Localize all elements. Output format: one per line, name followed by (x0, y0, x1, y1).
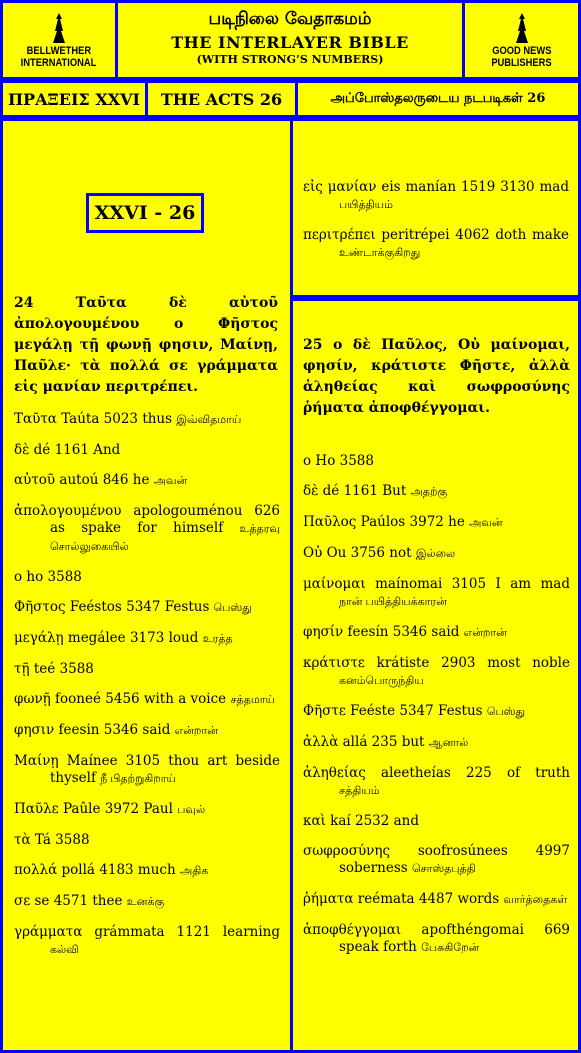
word-entry (303, 624, 570, 642)
word-entry (303, 227, 569, 262)
greek-book-title: ΠΡΑΞΕΙΣ XXVI (0, 80, 148, 118)
word-entry-main: δὲ dé 1161 But (303, 483, 407, 499)
title-block (115, 0, 465, 80)
word-entry-main: φωνῇ fooneé 5456 with a voice (14, 691, 227, 707)
good-news-logo-line1: GOOD NEWS (491, 45, 552, 57)
word-entry-main: εἰς μανίαν eis manían 1519 3130 mad (303, 179, 569, 195)
word-entry-main: τῇ teé 3588 (14, 661, 94, 677)
bellwether-logo-line1: BELLWETHER (26, 45, 92, 57)
word-entry-main: πολλά pollá 4183 much (14, 862, 176, 878)
word-entry-tamil: இவ்விதமாய் (176, 414, 242, 426)
verse-24: 24 Ταῦτα δὲ αὐτοῦ ἀπολογουμένου ο Φῆστος μεγάλῃ τῇ φωνῇ φησιν, Μαίνῃ, Παῦλε· τὰ πολλά σε γράμματα εἰς μανίαν περιτρέπει. (14, 295, 278, 395)
word-entry-main: καὶ kaí 2532 and (303, 813, 420, 829)
word-entry (303, 734, 570, 752)
word-entry-tamil: நீ பிதற்றுகிறாய் (100, 773, 176, 785)
word-entry-main: ο Ho 3588 (303, 453, 374, 469)
word-entry (14, 411, 280, 429)
word-entry-main: μεγάλῃ megálee 3173 loud (14, 630, 199, 646)
word-entry-main: ἀλλὰ allá 235 but (303, 734, 425, 750)
word-entry (303, 703, 570, 721)
bellwether-logo-line2: INTERNATIONAL (21, 57, 97, 69)
word-entry (14, 661, 280, 678)
word-entry (14, 691, 280, 709)
word-entry-tamil: ஆனால் (428, 737, 469, 749)
word-entry-tamil: என்றான் (463, 627, 507, 639)
chapter-label: XXVI - 26 (86, 193, 204, 233)
left-column (0, 118, 293, 1053)
word-entry-tamil: உனக்கு (126, 896, 165, 908)
word-entry-main: σωφροσύνης soofrosúnees 4997 soberness (303, 843, 570, 876)
title-english: THE INTERLAYER BIBLE (171, 33, 409, 52)
word-entry (303, 765, 570, 800)
word-entry (14, 862, 280, 880)
word-entry-tamil: கல்வி (50, 944, 79, 956)
word-entry-tamil: சொஸ்தபுத்தி (411, 863, 476, 875)
right-bottom-column (290, 298, 581, 1053)
word-entry (14, 801, 280, 819)
word-entry (303, 922, 570, 957)
word-entry (14, 630, 280, 648)
word-entry (303, 179, 569, 214)
word-entry (14, 599, 280, 617)
right-bottom-word-list (303, 453, 570, 970)
bellwether-logo (0, 0, 118, 80)
word-entry (303, 576, 570, 611)
word-entry (303, 483, 570, 501)
right-top-word-list (303, 179, 569, 275)
word-entry-tamil: அவன் (469, 517, 503, 529)
word-entry-main: δὲ dé 1161 And (14, 442, 121, 458)
word-entry-main: ἀποφθέγγομαι apofthéngomai 669 speak forth (303, 922, 570, 955)
word-entry (303, 813, 570, 830)
word-entry-main: γράμματα grámmata 1121 learning (14, 924, 280, 940)
word-entry-main: σε se 4571 thee (14, 893, 123, 909)
word-entry (14, 924, 280, 959)
word-entry-tamil: அதிக (179, 865, 209, 877)
word-entry (303, 514, 570, 532)
word-entry-main: Ταῦτα Taúta 5023 thus (14, 411, 173, 427)
word-entry (303, 843, 570, 878)
good-news-logo (462, 0, 581, 80)
word-entry-main: Φῆστος Feéstos 5347 Festus (14, 599, 210, 615)
word-entry-tamil: உத்தரவு சொல்லுகையில் (50, 523, 281, 553)
word-entry-main: Μαίνῃ Maínee 3105 thou art beside thyself (14, 753, 280, 786)
word-entry-tamil: இல்லை (415, 548, 456, 560)
word-entry-tamil: சத்தமாய் (230, 694, 275, 706)
word-entry-tamil: பேசுகிறேன் (421, 942, 480, 954)
word-entry (14, 472, 280, 490)
left-word-list (14, 411, 280, 972)
word-entry-main: κράτιστε krátiste 2903 most noble (303, 655, 570, 671)
word-entry-tamil: பயித்தியம் (339, 199, 393, 211)
word-entry-main: ο ho 3588 (14, 569, 82, 585)
word-entry-main: Οὐ Ou 3756 not (303, 545, 412, 561)
word-entry-main: Παῦλος Paúlos 3972 he (303, 514, 465, 530)
word-entry (14, 893, 280, 911)
word-entry-main: περιτρέπει peritrépei 4062 doth make (303, 227, 569, 243)
word-entry (14, 753, 280, 788)
right-top-column (290, 118, 581, 298)
word-entry-tamil: பெஸ்து (213, 602, 252, 614)
word-entry (303, 453, 570, 470)
word-entry-main: αὐτοῦ autoú 846 he (14, 472, 150, 488)
word-entry-tamil: சத்தியம் (339, 785, 380, 797)
word-entry-tamil: நான் பயித்தியக்காரன் (339, 596, 447, 608)
word-entry (14, 503, 280, 556)
word-entry-main: τὰ Tá 3588 (14, 832, 90, 848)
title-tamil: படிநிலை வேதாகமம் (208, 9, 372, 29)
english-book-title: THE ACTS 26 (145, 80, 298, 118)
good-news-logo-line2: PUBLISHERS (491, 57, 552, 69)
word-entry-tamil: அவன் (153, 475, 188, 487)
shepherd-icon (511, 11, 533, 45)
word-entry (14, 722, 280, 740)
word-entry (303, 891, 570, 909)
word-entry-main: μαίνομαι maínomai 3105 I am mad (303, 576, 570, 592)
word-entry (14, 569, 280, 586)
subtitle: (WITH STRONG’S NUMBERS) (196, 53, 384, 66)
word-entry (303, 655, 570, 690)
tamil-book-title: அப்போஸ்தலருடைய நடபடிகள் 26 (295, 80, 581, 118)
word-entry-main: Παῦλε Paûle 3972 Paul (14, 801, 173, 817)
word-entry-tamil: உண்டாக்குகிறது (339, 247, 421, 259)
word-entry-tamil: கனம்பொருந்திய (339, 675, 424, 687)
word-entry-main: ἀπολογουμένου apologouménou 626 as spake for himself (14, 503, 280, 536)
word-entry-tamil: வார்த்தைகள் (503, 894, 568, 906)
word-entry (14, 442, 280, 459)
word-entry-main: φησίν feesín 5346 said (303, 624, 460, 640)
verse-25: 25 ο δὲ Παῦλος, Οὐ μαίνομαι, φησίν, κράτιστε Φῆστε, ἀλλὰ ἀληθείας καὶ σωφροσύνης ῥήματα ἀποφθέγγομαι. (303, 337, 570, 416)
word-entry-main: Φῆστε Feéste 5347 Festus (303, 703, 483, 719)
word-entry-tamil: பெஸ்து (486, 706, 526, 718)
word-entry-main: φησιν feesin 5346 said (14, 722, 171, 738)
word-entry-tamil: அதற்கு (410, 486, 448, 498)
word-entry (14, 832, 280, 849)
word-entry-tamil: என்றான் (174, 725, 218, 737)
word-entry-main: ῥήματα reémata 4487 words (303, 891, 500, 907)
word-entry-main: ἀληθείας aleetheías 225 of truth (303, 765, 570, 781)
word-entry-tamil: பவுல் (177, 804, 206, 816)
shepherd-icon (48, 11, 70, 45)
word-entry (303, 545, 570, 563)
word-entry-tamil: உரத்த (202, 633, 233, 645)
